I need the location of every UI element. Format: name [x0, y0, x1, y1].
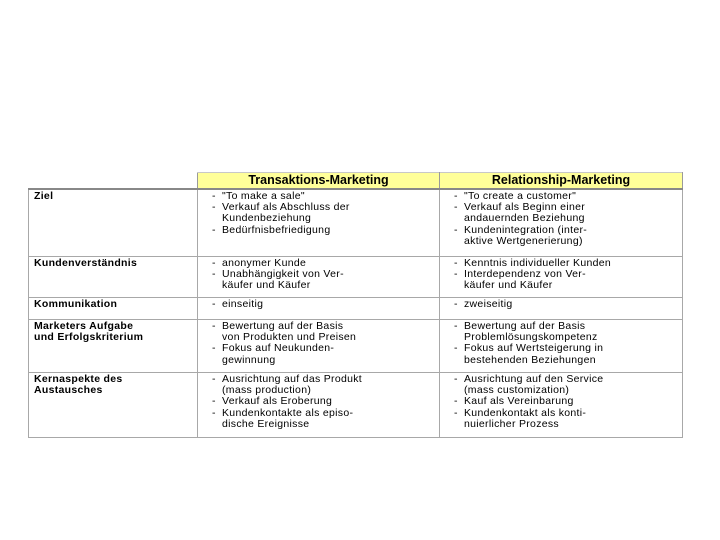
marketing-comparison-table [28, 172, 683, 438]
list-item-text: Fokus auf Neukunden- [222, 342, 335, 355]
list-item-text-cont: (mass production) [222, 384, 312, 397]
table-row-kommunikation [29, 298, 683, 320]
list-item-text: Ausrichtung auf das Produkt [222, 373, 363, 385]
row-label-line: und Erfolgskriterium [34, 331, 144, 344]
list-item: - Interdependenz von Ver- käufer und Käufer [454, 269, 678, 291]
list-item-text-cont: Problemlösungskompetenz [464, 331, 598, 344]
list-item-text: Bedürfnisbefriedigung [222, 223, 331, 236]
header-relationship-marketing: Relationship-Marketing [440, 173, 683, 190]
list-item-text: einseitig [222, 298, 264, 310]
list-item: - zweiseitig [454, 299, 678, 310]
list-item: - Kundenkontakte als episo- dische Ereignisse [212, 408, 435, 430]
list-item-text: Bewertung auf der Basis [222, 320, 344, 332]
list-item: - einseitig [212, 299, 435, 310]
table-row-kernaspekte [29, 373, 683, 438]
row-label [29, 257, 198, 298]
list-item-text: Interdependenz von Ver- [464, 268, 586, 281]
list-item-text-cont: andauernden Beziehung [464, 212, 585, 225]
list-item-text: Bewertung auf der Basis [464, 320, 586, 332]
list-item-text: Kauf als Vereinbarung [464, 395, 574, 408]
list-item: - "To create a customer" [454, 191, 678, 202]
transaktion-cell [198, 189, 440, 257]
relationship-cell [440, 257, 683, 298]
list-item-text-cont: käufer und Käufer [464, 279, 553, 292]
list-item: - Ausrichtung auf das Produkt (mass production) [212, 374, 435, 396]
list-item-text-cont: käufer und Käufer [222, 279, 311, 292]
relationship-cell [440, 373, 683, 438]
list-item-text: Verkauf als Abschluss der [222, 201, 350, 214]
list-item: - Verkauf als Beginn einer andauernden Beziehung [454, 202, 678, 224]
relationship-cell [440, 320, 683, 373]
list-item-text-cont: dische Ereignisse [222, 417, 310, 430]
list-item: - "To make a sale" [212, 191, 435, 202]
list-item-text-cont: (mass customization) [464, 384, 570, 397]
transaktion-cell [198, 320, 440, 373]
row-label-line: Kundenverständnis [34, 257, 138, 269]
list-item: - Kenntnis individueller Kunden [454, 258, 678, 269]
row-label [29, 298, 198, 320]
list-item-text: "To create a customer" [464, 190, 577, 202]
list-item-text: Kenntnis individueller Kunden [464, 257, 612, 269]
list-item: - Kundenkontakt als konti- nuierlicher Prozess [454, 408, 678, 430]
list-item: - Ausrichtung auf den Service (mass customization) [454, 374, 678, 396]
row-label-line: Kommunikation [34, 298, 118, 310]
row-label-line: Austausches [34, 384, 103, 397]
row-label [29, 320, 198, 373]
list-item: - anonymer Kunde [212, 258, 435, 269]
list-item: - Kauf als Vereinbarung [454, 396, 678, 407]
list-item-text-cont: Kundenbeziehung [222, 212, 312, 225]
transaktion-cell [198, 257, 440, 298]
list-item-text: Verkauf als Eroberung [222, 395, 333, 408]
list-item-text-cont: nuierlicher Prozess [464, 417, 559, 430]
list-item: - Verkauf als Eroberung [212, 396, 435, 407]
row-label-line: Marketers Aufgabe [34, 320, 134, 332]
list-item-text-cont: aktive Wertgenerierung) [464, 234, 583, 247]
list-item-text: Ausrichtung auf den Service [464, 373, 604, 385]
transaktion-cell [198, 298, 440, 320]
list-item-text-cont: bestehenden Beziehungen [464, 353, 596, 366]
header-transaktions-marketing: Transaktions-Marketing [198, 173, 440, 190]
list-item-text: zweiseitig [464, 298, 513, 310]
list-item: - Bewertung auf der Basis von Produkten und Preisen [212, 321, 435, 343]
list-item-text: anonymer Kunde [222, 257, 307, 269]
table-row-marketers-aufgabe [29, 320, 683, 373]
header-row [29, 173, 683, 190]
list-item: - Bewertung auf der Basis Problemlösungskompetenz [454, 321, 678, 343]
list-item: - Kundenintegration (inter- aktive Wertgenerierung) [454, 225, 678, 247]
table-row-ziel [29, 189, 683, 257]
table-row-kundenverstaendnis [29, 257, 683, 298]
list-item: - Verkauf als Abschluss der Kundenbeziehung [212, 202, 435, 224]
row-label [29, 373, 198, 438]
list-item-text: Kundenkontakt als konti- [464, 406, 587, 419]
row-label-line: Kernaspekte des [34, 373, 123, 385]
row-label [29, 189, 198, 257]
list-item: - Fokus auf Wertsteigerung in bestehenden Beziehungen [454, 343, 678, 365]
list-item-text: Unabhängigkeit von Ver- [222, 268, 344, 281]
list-item: - Unabhängigkeit von Ver- käufer und Käufer [212, 269, 435, 291]
list-item: - Bedürfnisbefriedigung [212, 225, 435, 236]
list-item-text: "To make a sale" [222, 190, 305, 202]
relationship-cell [440, 298, 683, 320]
transaktion-cell [198, 373, 440, 438]
comparison-table-container [28, 172, 682, 438]
list-item-text: Kundenintegration (inter- [464, 223, 588, 236]
relationship-cell [440, 189, 683, 257]
list-item-text-cont: gewinnung [222, 353, 276, 366]
header-blank-cell [29, 173, 198, 190]
list-item-text: Kundenkontakte als episo- [222, 406, 354, 419]
list-item: - Fokus auf Neukunden- gewinnung [212, 343, 435, 365]
list-item-text: Fokus auf Wertsteigerung in [464, 342, 604, 355]
list-item-text: Verkauf als Beginn einer [464, 201, 586, 214]
list-item-text-cont: von Produkten und Preisen [222, 331, 357, 344]
row-label-line: Ziel [34, 190, 54, 202]
